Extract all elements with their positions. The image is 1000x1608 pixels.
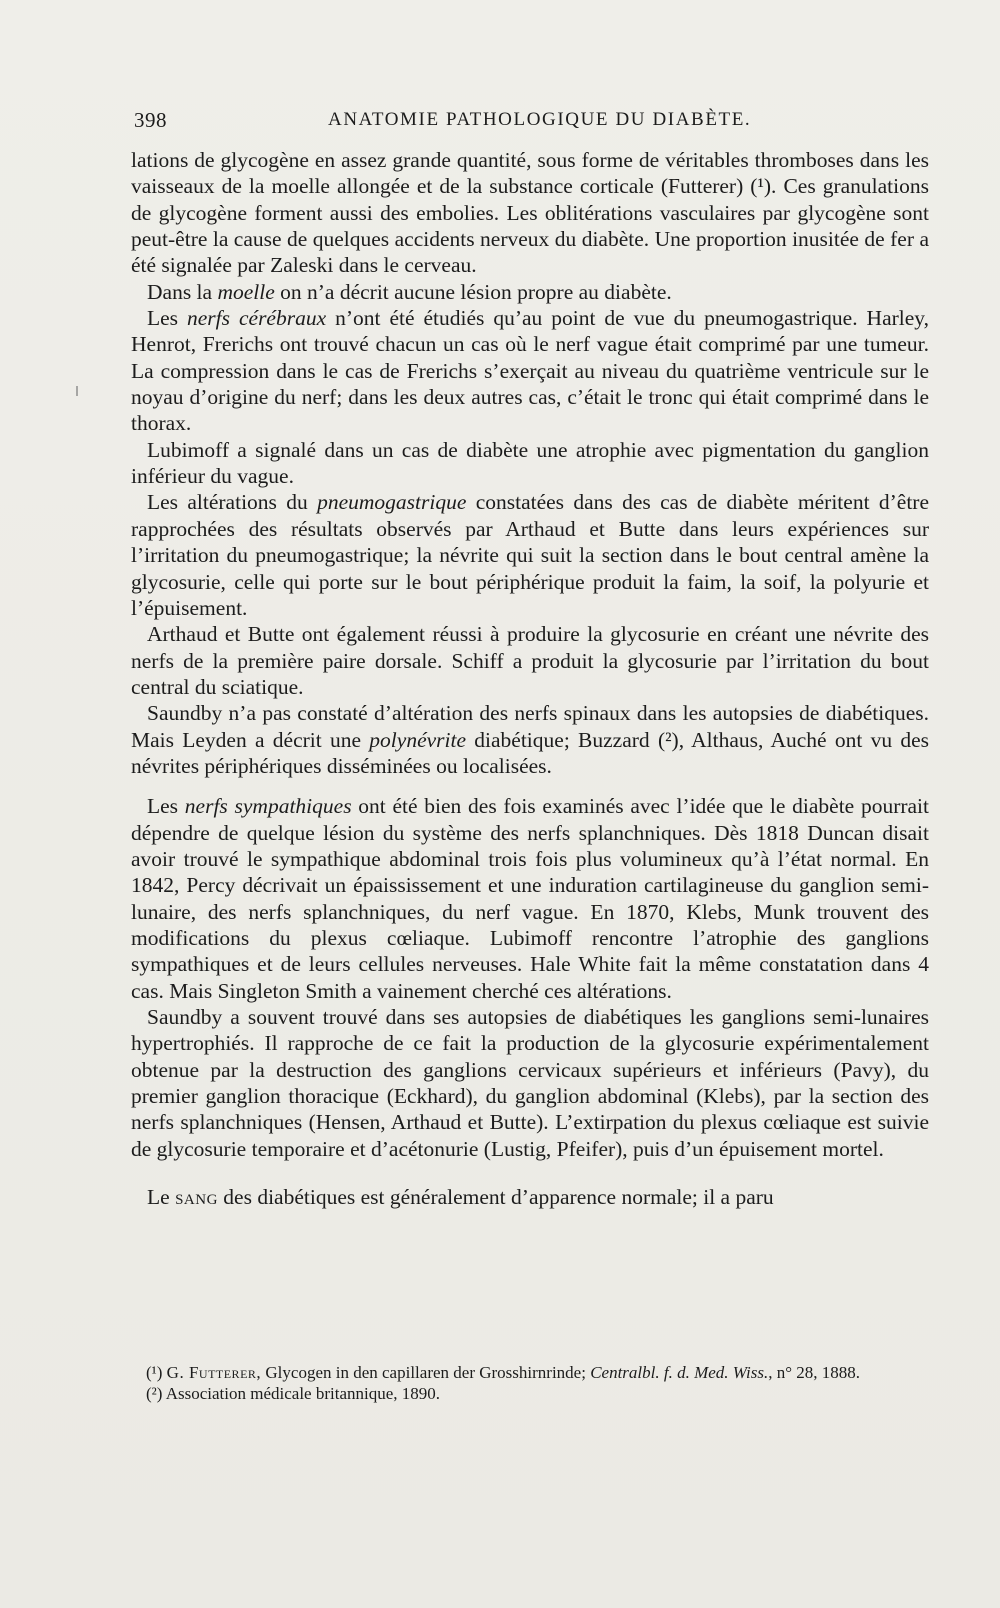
paragraph-text: ont été bien des fois examinés avec l’idée que le diabète pourrait dépendre de quelque lésion du système des nerfs splanchniques. Dès 1818 Duncan disait avoir trouvé le sympathique abdominal trois fois plus volumineux qu’à l’état normal. En 1842, Percy décrivait un épaississement et une induration cartilagineuse du ganglion semi-lunaire, des nerfs splanchniques, du nerf vague. En 1870, Klebs, Munk trouvent des modifications du plexus cœliaque. Lubimoff rencontre l’atrophie des ganglions sympathiques et de leurs cellules nerveuses. Hale White fait la même constatation dans 4 cas. Mais Singleton Smith a vainement cherché ces altérations. bbox=[131, 794, 929, 1003]
paragraph-text: Dans la bbox=[147, 279, 218, 304]
small-caps-term: sang bbox=[175, 1185, 218, 1210]
scan-speck bbox=[76, 386, 78, 396]
paragraph-arthaud-butte: Arthaud et Butte ont également réussi à produire la glycosurie en créant une névrite des nerfs de la première paire dorsale. Schiff a produit la glycosurie par l’irritation du bout central du sciatique. bbox=[131, 622, 929, 699]
running-title: ANATOMIE PATHOLOGIQUE DU DIABÈTE. bbox=[328, 109, 752, 130]
paragraph-text: on n’a décrit aucune lésion propre au diabète. bbox=[274, 279, 672, 304]
footnote-1 bbox=[132, 1362, 928, 1383]
italic-term: nerfs cérébraux bbox=[187, 306, 327, 331]
italic-term: polynévrite bbox=[369, 727, 467, 752]
footnote-text: Association médicale britannique, 1890. bbox=[162, 1384, 441, 1403]
paragraph-sang bbox=[131, 1184, 929, 1210]
footnote-text: , n° 28, 1888. bbox=[768, 1363, 861, 1382]
paragraph-text: n’ont été étudiés qu’au point de vue du pneumogastrique. Harley, Henrot, Frerichs ont trouvé chacun un cas où le nerf vague était comprimé par une tumeur. La compression dans le cas de Frerichs s’exerçait au niveau du quatrième ventricule sur le noyau d’origine du nerf; dans les deux autres cas, c’était le tronc qui était comprimé dans le thorax. bbox=[131, 306, 930, 436]
italic-term: moelle bbox=[217, 279, 275, 304]
footnote-marker: (¹) bbox=[146, 1363, 163, 1382]
paragraph-1: lations de glycogène en assez grande quantité, sous forme de véritables thromboses dans les vaisseaux de la moelle allongée et de la substance corticale (Futterer) (¹). Ces granulations de glycogène forment aussi des embolies. Les oblitérations vasculaires par glycogène sont peut-être la cause de quelques accidents nerveux du diabète. Une proportion inusitée de fer a été signalée par Zaleski dans le cerveau. bbox=[131, 148, 929, 278]
paragraph-saundby-ganglions: Saundby a souvent trouvé dans ses autopsies de diabétiques les ganglions semi-lunaires hypertrophiés. Il rapproche de ce fait la production de la glycosurie expérimentalement obtenue par la destruction des ganglions cervicaux supérieurs et inférieurs (Pavy), du premier ganglion thoracique (Eckhard), du ganglion abdominal (Klebs), par la section des nerfs splanchniques (Hensen, Arthaud et Butte). L’extirpation du plexus cœliaque est suivie de glycosurie temporaire et d’acétonurie (Lustig, Pfeifer), puis d’un épuisement mortel. bbox=[131, 1005, 929, 1161]
paragraph-lubimoff: Lubimoff a signalé dans un cas de diabète une atrophie avec pigmentation du ganglion inférieur du vague. bbox=[131, 437, 929, 489]
paragraph-nerfs-cerebraux bbox=[131, 305, 929, 437]
page-header bbox=[134, 108, 930, 138]
italic-term: pneumogastrique bbox=[317, 490, 467, 515]
paragraph-moelle bbox=[131, 279, 929, 305]
body-text bbox=[131, 147, 929, 1210]
paragraph-text: Les bbox=[147, 306, 188, 331]
paragraph-pneumogastrique bbox=[131, 489, 929, 621]
paragraph-text: diabétique; Buzzard (²), Althaus, Auché ont vu des névrites périphériques disséminées ou localisées. bbox=[131, 727, 930, 778]
paragraph-nerfs-sympathiques bbox=[131, 793, 929, 1004]
footnote-journal: Centralbl. f. d. Med. Wiss. bbox=[590, 1363, 769, 1382]
page-number: 398 bbox=[134, 108, 167, 132]
paragraph-text: constatées dans des cas de diabète méritent d’être rapprochées des résultats observés par Arthaud et Butte dans leurs expériences sur l’irritation du pneumogastrique; la névrite qui suit la section dans le bout central amène la glycosurie, celle qui porte sur le bout périphérique produit la faim, la soif, la polyurie et l’épuisement. bbox=[131, 490, 929, 620]
paragraph-text: Les altérations du bbox=[147, 490, 318, 515]
paragraph-saundby-spinaux bbox=[131, 700, 929, 779]
paragraph-text: Le bbox=[147, 1185, 176, 1210]
paragraph-text: Les bbox=[147, 794, 185, 819]
footnote-marker: (²) bbox=[146, 1384, 163, 1403]
footnotes bbox=[132, 1362, 928, 1404]
footnote-text: Glycogen in den capillaren der Grosshirnrinde; bbox=[261, 1363, 591, 1382]
footnote-author: G. Futterer, bbox=[166, 1363, 262, 1382]
paragraph-text: des diabétiques est généralement d’apparence normale; il a paru bbox=[217, 1185, 774, 1210]
italic-term: nerfs sympathiques bbox=[184, 794, 352, 819]
paragraph-text: Saundby n’a pas constaté d’altération des nerfs spinaux dans les autopsies de diabétiques. Mais Leyden a décrit une bbox=[131, 701, 929, 752]
footnote-2 bbox=[132, 1383, 928, 1404]
